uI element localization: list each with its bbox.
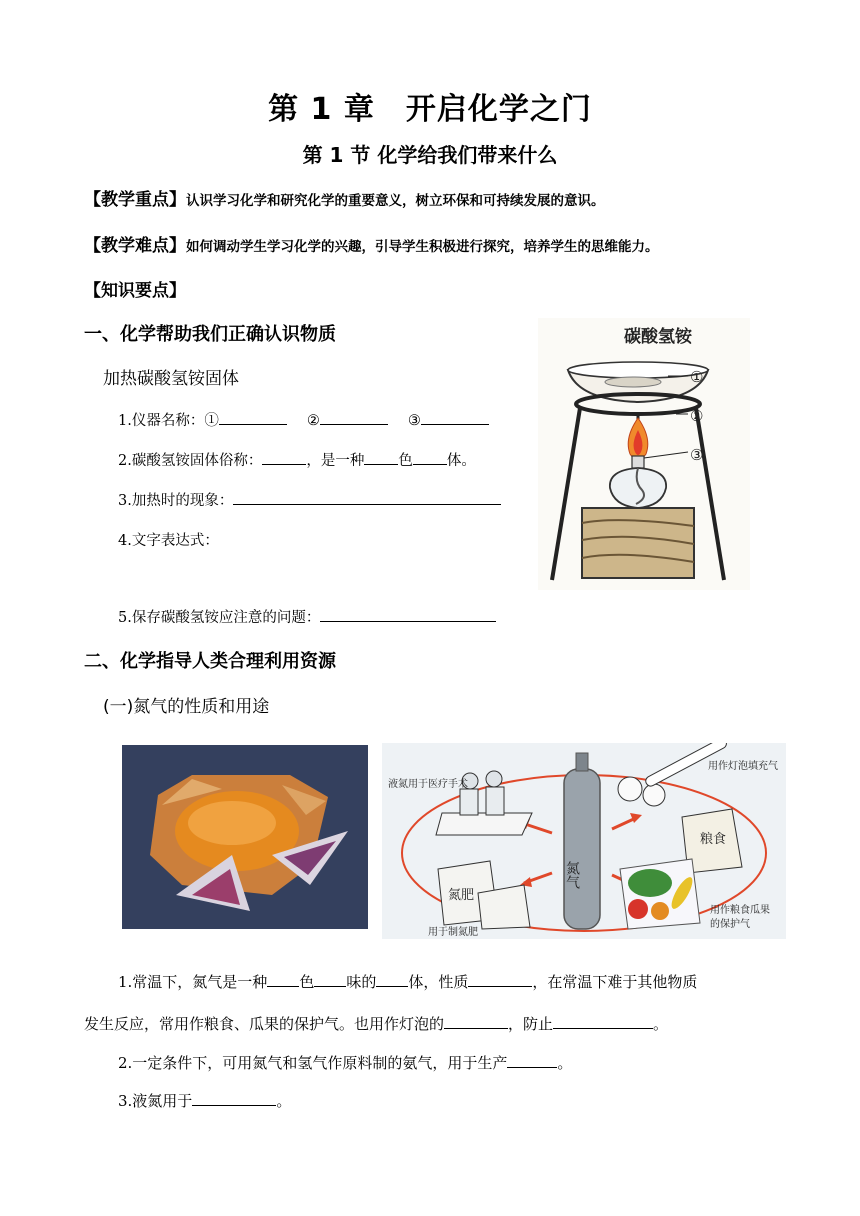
q1-marker-3: ③ [407, 413, 421, 429]
p1-blank-1[interactable] [267, 972, 299, 987]
q3-blank[interactable] [233, 490, 501, 505]
question-4: 4.文字表达式： [118, 533, 219, 549]
p1-text-c: 味的 [346, 973, 377, 991]
lamp-label: 用作灯泡填充气 [708, 761, 778, 772]
p1-blank-2[interactable] [314, 972, 346, 987]
knowledge-points [84, 276, 186, 301]
part1-heading: 一、化学帮助我们正确认识物质 [84, 324, 336, 345]
packaged-food-image [122, 745, 368, 929]
q1-blank-3[interactable] [421, 410, 489, 425]
teaching-difficulty-tag: 【教学难点】 [84, 236, 186, 256]
part1-subheading: 加热碳酸氢铵固体 [103, 369, 239, 389]
q5-text: 5.保存碳酸氢铵应注意的问题： [118, 610, 321, 626]
p3-text-b: 。 [276, 1092, 292, 1110]
teaching-key-text: 认识学习化学和研究化学的重要意义，树立环保和可持续发展的意识。 [186, 193, 605, 209]
q1-marker-1: ① [204, 413, 219, 429]
q5-blank[interactable] [320, 607, 496, 622]
section-title: 第 1 节 化学给我们带来什么 [302, 143, 558, 167]
p1-text-b: 色 [299, 973, 315, 991]
protect-label-2: 的保护气 [710, 919, 750, 930]
part2-heading: 二、化学指导人类合理利用资源 [84, 651, 336, 672]
figure-marker-1: ① [690, 368, 704, 386]
grain-label: 粮食 [700, 832, 727, 847]
teaching-difficulty [84, 231, 659, 256]
p3-text-a: 3.液氮用于 [118, 1092, 193, 1110]
nitrogen-uses-diagram [382, 743, 786, 939]
question-3 [118, 489, 501, 510]
heating-apparatus-illustration [538, 318, 750, 590]
figure-label: 碳酸氢铵 [624, 327, 692, 347]
q1-blank-2[interactable] [320, 410, 388, 425]
p1-text-e: ，在常温下难于其他物质 [532, 973, 698, 991]
p1-blank-6[interactable] [553, 1014, 653, 1029]
paragraph-3 [118, 1090, 291, 1111]
p1-text-a: 1.常温下，氮气是一种 [118, 973, 268, 991]
part2-subheading: (一)氮气的性质和用途 [103, 697, 270, 717]
paragraph-1-line-1 [118, 971, 697, 992]
p2-text-b: 。 [557, 1054, 573, 1072]
q2-text-b: ，是一种 [306, 453, 365, 469]
medical-label: 液氮用于医疗手术 [388, 779, 468, 790]
q1-prefix: 1.仪器名称： [118, 413, 205, 429]
p1-text-d: 体，性质 [408, 973, 469, 991]
figure-marker-2: ② [690, 407, 704, 425]
p1-text-g: ，防止 [508, 1015, 554, 1033]
question-5 [118, 606, 496, 627]
nitrogen-uses-illustration [382, 743, 786, 939]
q1-marker-2: ② [306, 413, 320, 429]
q2-blank-1[interactable] [262, 450, 306, 465]
p1-text-f: 发生反应，常用作粮食、瓜果的保护气。也用作灯泡的 [84, 1015, 445, 1033]
paragraph-2 [118, 1052, 572, 1073]
teaching-key-tag: 【教学重点】 [84, 190, 186, 210]
knowledge-points-tag: 【知识要点】 [84, 281, 186, 301]
q1-blank-1[interactable] [219, 410, 287, 425]
p1-blank-3[interactable] [376, 972, 408, 987]
q2-text-c: 色 [398, 453, 413, 469]
packaged-food-photo [122, 745, 368, 929]
teaching-difficulty-text: 如何调动学生学习化学的兴趣，引导学生积极进行探究，培养学生的思维能力。 [186, 239, 659, 255]
q2-text-d: 体。 [446, 453, 476, 469]
q2-blank-2[interactable] [364, 450, 398, 465]
heating-apparatus-figure [538, 318, 750, 590]
teaching-key [84, 185, 605, 210]
fertilizer-bag-label: 氮肥 [448, 888, 475, 903]
q3-text: 3.加热时的现象： [118, 493, 234, 509]
q2-text-a: 2.碳酸氢铵固体俗称： [118, 453, 263, 469]
cylinder-label: 氮气 [564, 861, 580, 889]
question-2 [118, 449, 476, 470]
paragraph-1-line-2 [84, 1013, 668, 1034]
p1-blank-5[interactable] [444, 1014, 508, 1029]
p2-text-a: 2.一定条件下，可用氮气和氢气作原料制的氨气，用于生产 [118, 1054, 508, 1072]
q2-blank-3[interactable] [413, 450, 447, 465]
chapter-title: 第 1 章 开启化学之门 [268, 92, 592, 127]
figure-marker-3: ③ [690, 446, 704, 464]
question-1 [118, 409, 489, 430]
p2-blank[interactable] [507, 1053, 557, 1068]
fertilizer-label: 用于制氮肥 [428, 927, 478, 938]
p1-blank-4[interactable] [468, 972, 532, 987]
protect-label-1: 用作粮食瓜果 [710, 905, 770, 916]
p3-blank[interactable] [192, 1091, 276, 1106]
p1-text-h: 。 [653, 1015, 669, 1033]
